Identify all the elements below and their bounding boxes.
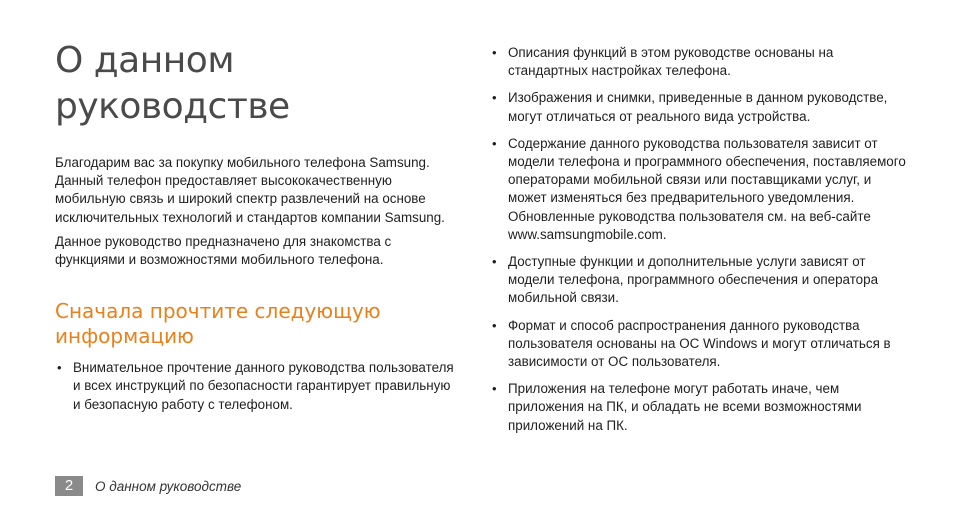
list-item-text: Доступные функции и дополнительные услуги зависят от модели телефона, программного обеспечения и оператора мобильной связи.	[508, 254, 879, 306]
list-item-text: Описания функций в этом руководстве основаны на стандартных настройках телефона.	[508, 45, 834, 79]
bullet-icon: •	[492, 381, 497, 397]
page-footer	[55, 476, 241, 496]
list-item	[490, 380, 910, 435]
left-bullet-list	[55, 359, 455, 414]
intro-paragraph-1: Благодарим вас за покупку мобильного телефона Samsung. Данный телефон предоставляет высококачественную мобильную связь и широкий спектр развлечений на основе исключительных технологий и стандартов компании Samsung.	[55, 155, 445, 225]
list-item	[490, 44, 910, 80]
list-item-text: Изображения и снимки, приведенные в данном руководстве, могут отличаться от реального вида устройства.	[508, 90, 888, 124]
page-title: О данном руководстве	[55, 40, 290, 127]
list-item-text: Формат и способ распространения данного руководства пользователя основаны на ОС Windows и могут отличаться в зависимости от ОС пользователя.	[508, 317, 891, 370]
section-heading: Сначала прочтите следующую информацию	[55, 299, 381, 349]
list-item-text: Приложения на телефоне могут работать иначе, чем приложения на ПК, и обладать не всеми возможностями приложений на ПК.	[508, 381, 862, 433]
list-item-text: Внимательное прочтение данного руководства пользователя и всех инструкций по безопасности гарантирует правильную и безопасную работу с телефоном.	[73, 360, 454, 412]
list-item-text: Содержание данного руководства пользователя зависит от модели телефона и программного обеспечения, поставляемого операторами мобильной связи или поставщиками услуг, и может изменяться без предварительного уведомления. Обновленные руководства пользователя см. на веб-сайте www.samsungmobile.com.	[508, 135, 906, 242]
bullet-icon: •	[57, 360, 62, 376]
bullet-icon: •	[492, 90, 497, 106]
list-item	[490, 135, 910, 244]
right-column	[490, 44, 910, 444]
bullet-icon: •	[492, 254, 497, 270]
page-number-badge: 2	[55, 476, 83, 496]
list-item	[490, 89, 910, 125]
bullet-icon: •	[492, 45, 497, 60]
left-column	[55, 38, 455, 423]
bullet-icon: •	[492, 317, 497, 333]
intro-paragraph-2: Данное руководство предназначено для знакомства с функциями и возможностями мобильного телефона.	[55, 233, 392, 268]
list-item	[55, 359, 455, 414]
list-item	[490, 253, 910, 308]
footer-section-name: О данном руководстве	[95, 478, 242, 494]
right-bullet-list	[490, 44, 910, 435]
list-item	[490, 317, 910, 372]
bullet-icon: •	[492, 135, 497, 151]
